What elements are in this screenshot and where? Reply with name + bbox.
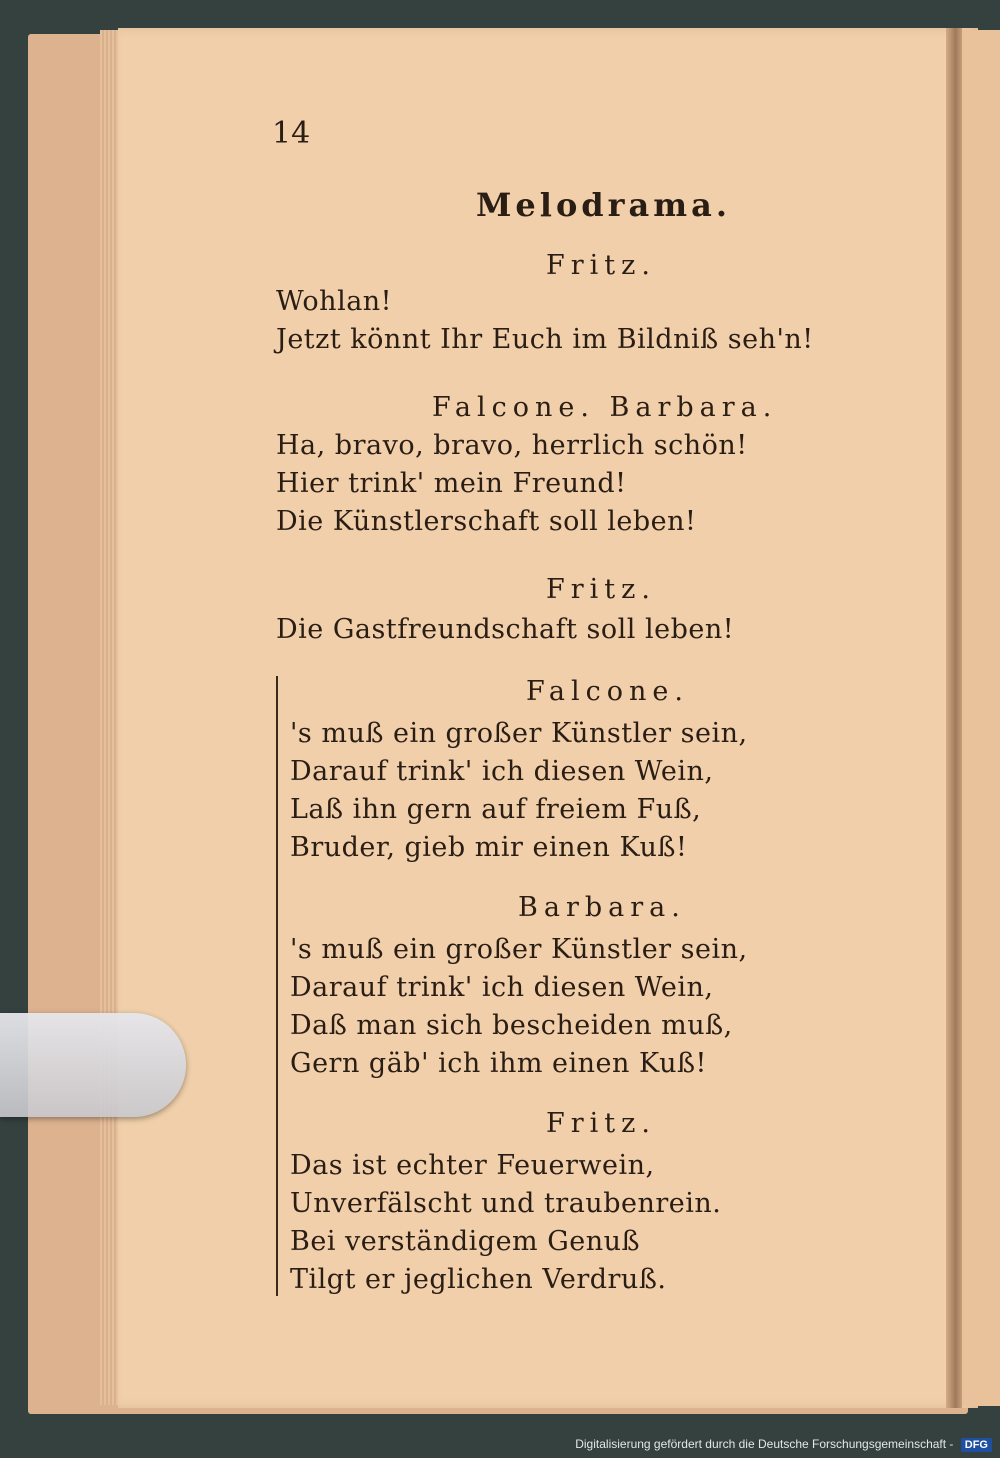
speaker-name: Fritz. [546, 1108, 656, 1139]
verse-line: Hier trink' mein Freund! [276, 468, 627, 499]
book-gutter [946, 28, 962, 1408]
verse-line: Jetzt könnt Ihr Euch im Bildniß seh'n! [276, 324, 814, 355]
verse-line: Wohlan! [276, 286, 393, 317]
speaker-name: Barbara. [518, 892, 686, 923]
verse-line: Bei verständigem Genuß [290, 1226, 641, 1257]
next-page-edge [962, 30, 1000, 1406]
verse-line: Daß man sich bescheiden muß, [290, 1010, 733, 1041]
verse-line: Darauf trink' ich diesen Wein, [290, 972, 714, 1003]
verse-line: Unverfälscht und traubenrein. [290, 1188, 722, 1219]
verse-line: Das ist echter Feuerwein, [290, 1150, 655, 1181]
page-number: 14 [272, 116, 311, 151]
speaker-name: Fritz. [546, 574, 656, 605]
speaker-name: Falcone. [526, 676, 689, 707]
verse-line: Ha, bravo, bravo, herrlich schön! [276, 430, 748, 461]
verse-line: Die Künstlerschaft soll leben! [276, 506, 697, 537]
verse-line: 's muß ein großer Künstler sein, [290, 934, 748, 965]
page-edges [100, 30, 120, 1405]
digitization-credit [575, 1437, 992, 1452]
verse-line: Gern gäb' ich ihm einen Kuß! [290, 1048, 707, 1079]
verse-line: Bruder, gieb mir einen Kuß! [290, 832, 688, 863]
page-title: Melodrama. [476, 186, 731, 224]
credit-text: Digitalisierung gefördert durch die Deutsche Forschungsgemeinschaft - [575, 1437, 954, 1451]
verse-line: Darauf trink' ich diesen Wein, [290, 756, 714, 787]
speaker-name: Fritz. [546, 250, 656, 281]
dfg-logo: DFG [961, 1438, 992, 1452]
verse-line: Laß ihn gern auf freiem Fuß, [290, 794, 702, 825]
verse-bracket [276, 676, 278, 1296]
page-clip [0, 1013, 186, 1117]
verse-line: Die Gastfreundschaft soll leben! [276, 614, 735, 645]
verse-line: Tilgt er jeglichen Verdruß. [290, 1264, 667, 1295]
verse-line: 's muß ein großer Künstler sein, [290, 718, 748, 749]
speaker-name: Falcone. Barbara. [432, 392, 778, 423]
